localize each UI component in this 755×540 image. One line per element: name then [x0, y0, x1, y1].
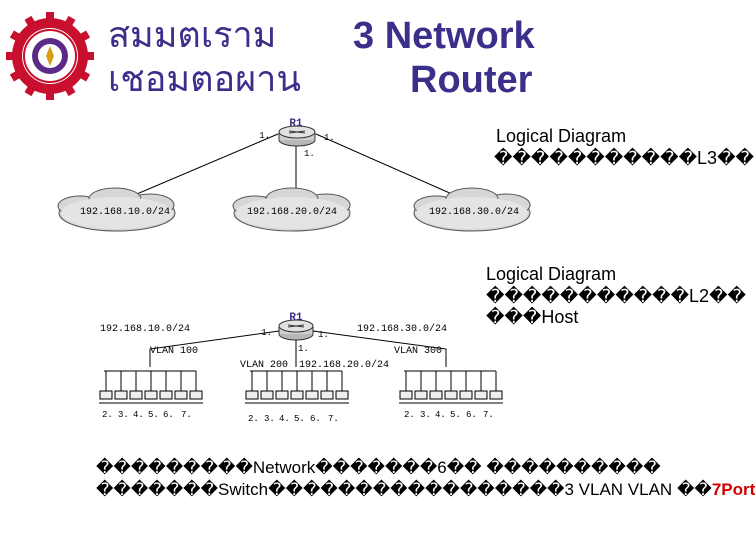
host-label: 5. — [294, 414, 305, 424]
interface-left-label: 1. — [261, 328, 272, 338]
network-label: 192.168.30.0/24 — [357, 324, 448, 335]
link-to-net-10 — [118, 134, 278, 202]
host-label: 3. — [118, 410, 129, 420]
vlan-label: VLAN 200 — [240, 360, 289, 371]
layer-tag: L2 — [689, 286, 710, 306]
garbled-text: �� — [709, 286, 746, 307]
host-label: 2. — [248, 414, 259, 424]
network-label: 192.168.10.0/24 — [79, 207, 171, 218]
garbled-text: ��� — [486, 307, 542, 328]
vlan-label: VLAN 300 — [394, 346, 443, 357]
garbled-text: ���� — [407, 480, 478, 499]
host-label: 7. — [483, 410, 494, 420]
host-icon — [399, 371, 503, 403]
title-thai-line1: สมมตเราม — [108, 15, 277, 56]
garbled-text: ��������� — [96, 458, 253, 477]
layer-tag: L3 — [697, 148, 718, 168]
garbled-text: ����� — [477, 480, 565, 499]
network-label: 192.168.30.0/24 — [428, 207, 520, 218]
garbled-text: �������� — [268, 480, 408, 499]
interface-left-label: 1. — [259, 131, 270, 141]
host-word: Host — [541, 307, 579, 327]
router-label: R1 — [289, 118, 303, 130]
garbled-text: ���� — [315, 458, 385, 477]
interface-bottom-label: 1. — [298, 344, 309, 354]
host-icon — [99, 371, 203, 403]
network-label: 192.168.20.0/24 — [246, 207, 338, 218]
host-label: 6. — [163, 410, 174, 420]
host-label: 3. — [420, 410, 431, 420]
host-label: 2. — [102, 410, 113, 420]
title-thai-line2: เชอมตอผาน — [108, 59, 302, 100]
network-label: 192.168.20.0/24 — [299, 360, 390, 371]
count-six: 6 — [437, 458, 447, 477]
garbled-text: �� — [676, 480, 712, 499]
switch-word: Switch — [218, 480, 269, 499]
host-label: 6. — [310, 414, 321, 424]
title-router: Router — [410, 59, 533, 101]
footer-line-1 — [96, 458, 720, 478]
link-to-net-30 — [316, 134, 470, 202]
logical-diagram-l2-heading: Logical Diagram — [486, 264, 617, 284]
l2-vlan-diagram — [0, 305, 720, 435]
garbled-text: ���������� — [486, 458, 661, 477]
host-label: 4. — [279, 414, 290, 424]
host-label: 6. — [466, 410, 477, 420]
university-logo — [6, 12, 94, 100]
interface-bottom-label: 1. — [304, 149, 315, 159]
router-label: R1 — [289, 312, 303, 324]
garbled-text: ������� — [96, 480, 219, 499]
gear-seal-icon — [6, 12, 94, 100]
interface-right-label: 1. — [324, 133, 335, 143]
network-word: Network — [252, 458, 316, 477]
garbled-text: ����������� — [494, 148, 698, 169]
host-label: 2. — [404, 410, 415, 420]
title-network: 3 Network — [353, 15, 535, 57]
footer-line-2 — [96, 480, 755, 500]
garbled-text: ��� — [384, 458, 438, 477]
port-count-highlight: 7Port — [711, 480, 755, 499]
host-label: 5. — [450, 410, 461, 420]
network-label: 192.168.10.0/24 — [100, 324, 191, 335]
host-label: 7. — [181, 410, 192, 420]
vlan-word: VLAN — [627, 480, 673, 499]
vlan-group-100 — [99, 371, 203, 403]
garbled-text: ����������� — [486, 286, 690, 307]
garbled-text: �� — [717, 148, 754, 169]
vlan-label: VLAN 100 — [150, 346, 199, 357]
host-label: 3. — [264, 414, 275, 424]
logical-diagram-l3-heading: Logical Diagram — [496, 126, 627, 146]
vlan-group-200 — [245, 371, 349, 403]
interface-right-label: 1. — [318, 330, 329, 340]
host-icon — [245, 371, 349, 403]
garbled-text: �� — [446, 458, 482, 477]
host-label: 7. — [328, 414, 339, 424]
host-label: 5. — [148, 410, 159, 420]
host-label: 4. — [435, 410, 446, 420]
host-label: 4. — [133, 410, 144, 420]
vlan-count: 3 VLAN — [564, 480, 624, 499]
vlan-group-300 — [399, 371, 503, 403]
